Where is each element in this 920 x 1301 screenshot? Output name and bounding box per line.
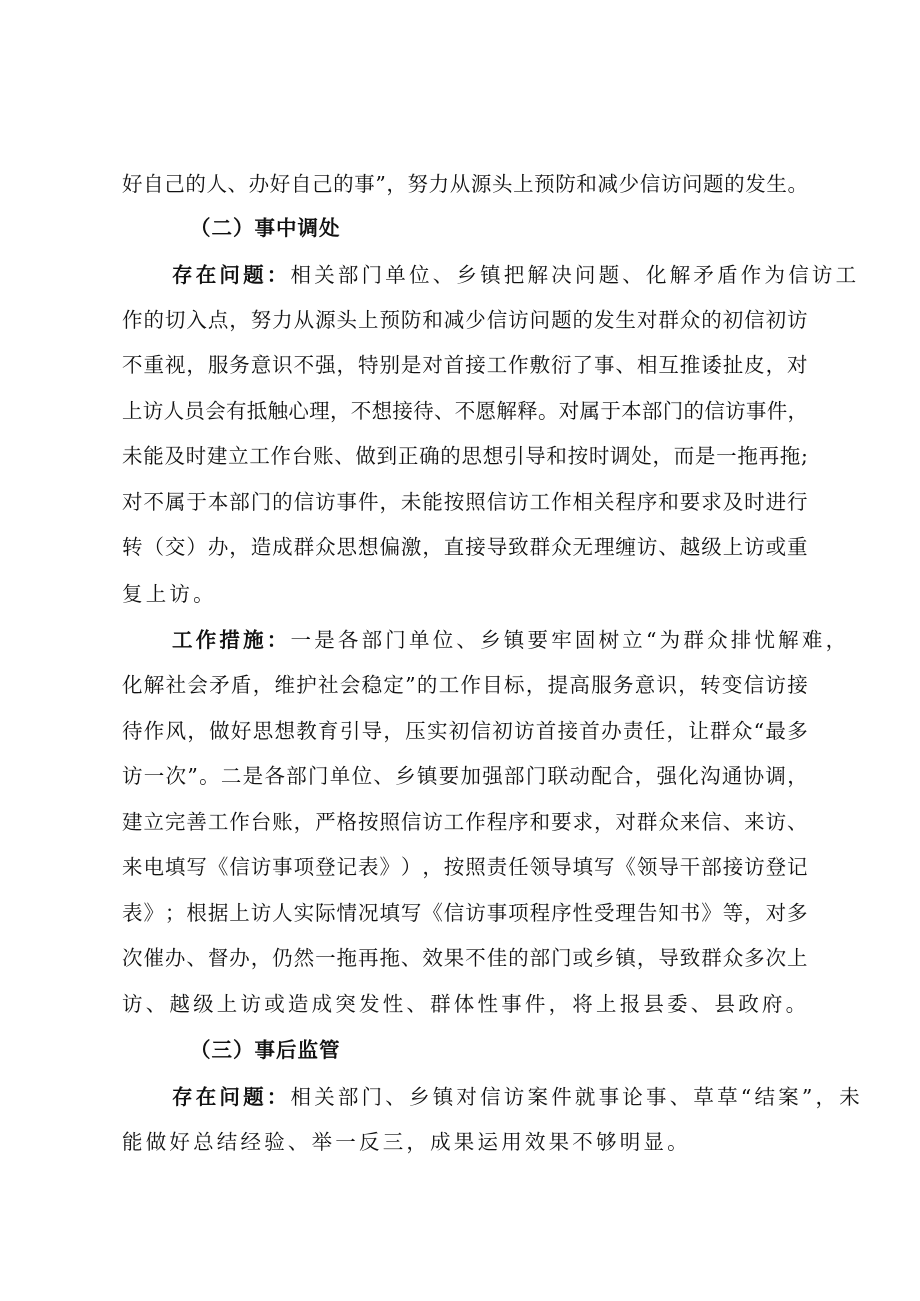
paragraph-line bbox=[172, 263, 860, 287]
paragraph-line: 复上访。 bbox=[122, 582, 217, 606]
paragraph-label: 工作措施： bbox=[172, 628, 291, 652]
paragraph-line: 表 》 ； 根 据 上 访 人 实 际 情 况 填 写 《 信 访 事 项 程 序 性 受 理 告 知 书 》 等 ， 对 多 bbox=[122, 901, 808, 925]
paragraph-text: 一是各部门单位、乡镇要牢固树立“为群众排忧解难， bbox=[290, 628, 850, 652]
paragraph-line: 作 的 切 入 点 ， 努 力 从 源 头 上 预 防 和 减 少 信 访 问 题 的 发 生 对 群 众 的 初 信 初 访 bbox=[122, 308, 808, 332]
paragraph-line: 不 重 视 ， 服 务 意 识 不 强 ， 特 别 是 对 首 接 工 作 敷 衍 了 事 、 相 互 推 诿 扯 皮 ， 对 bbox=[122, 353, 808, 377]
section-heading: （三）事后监管 bbox=[190, 1038, 341, 1062]
section-heading: （二）事中调处 bbox=[190, 216, 341, 240]
paragraph-line: 访、越级上访或造成突发性、群体性事件，将上报县委、县政府。 bbox=[122, 992, 810, 1016]
paragraph-line: 次 催 办 、 督 办 ， 仍 然 一 拖 再 拖 、 效 果 不 佳 的 部 门 或 乡 镇 ， 导 致 群 众 多 次 上 bbox=[122, 946, 808, 970]
paragraph-line: 访 一 次 ” 。 二 是 各 部 门 单 位 、 乡 镇 要 加 强 部 门 联 动 配 合 ， 强 化 沟 通 协 调 ， bbox=[122, 764, 808, 788]
paragraph-text: 相关部门单位、乡镇把解决问题、化解矛盾作为信访工 bbox=[290, 263, 860, 287]
paragraph-line: 能做好总结经验、举一反三，成果运用效果不够明显。 bbox=[122, 1130, 691, 1154]
paragraph-line: 化 解 社 会 矛 盾 ， 维 护 社 会 稳 定 ” 的 工 作 目 标 ， 提 高 服 务 意 识 ， 转 变 信 访 接 bbox=[122, 673, 808, 697]
paragraph-label: 存在问题： bbox=[172, 1085, 291, 1109]
paragraph-line: 未 能 及 时 建 立 工 作 台 账 、 做 到 正 确 的 思 想 引 导 和 按 时 调 处 ， 而 是 一 拖 再 拖 ; bbox=[122, 444, 808, 468]
paragraph-line: 上 访 人 员 会 有 抵 触 心 理 ， 不 想 接 待 、 不 愿 解 释 。 对 属 于 本 部 门 的 信 访 事 件 ， bbox=[122, 399, 808, 423]
paragraph-line: 建 立 完 善 工 作 台 账 ， 严 格 按 照 信 访 工 作 程 序 和 要 求 ， 对 群 众 来 信 、 来 访 、 bbox=[122, 810, 808, 834]
paragraph-line: 好 自 己 的 人 、 办 好 自 己 的 事 ” ， 努 力 从 源 头 上 预 防 和 减 少 信 访 问 题 的 发 生 。 bbox=[122, 172, 808, 196]
paragraph-line: 对 不 属 于 本 部 门 的 信 访 事 件 ， 未 能 按 照 信 访 工 作 相 关 程 序 和 要 求 及 时 进 行 bbox=[122, 490, 808, 514]
paragraph-line bbox=[172, 628, 850, 652]
paragraph-line: 来 电 填 写 《 信 访 事 项 登 记 表 》 ） ， 按 照 责 任 领 导 填 写 《 领 导 干 部 接 访 登 记 bbox=[122, 855, 808, 879]
paragraph-line: 待 作 风 ， 做 好 思 想 教 育 引 导 ， 压 实 初 信 初 访 首 接 首 办 责 任 ， 让 群 众 “ 最 多 bbox=[122, 719, 808, 743]
paragraph-line bbox=[172, 1085, 863, 1109]
paragraph-label: 存在问题： bbox=[172, 263, 291, 287]
paragraph-line: 转 （ 交 ） 办 ， 造 成 群 众 思 想 偏 激 ， 直 接 导 致 群 众 无 理 缠 访 、 越 级 上 访 或 重 bbox=[122, 535, 808, 559]
paragraph-text: 相关部门、乡镇对信访案件就事论事、草草“结案”，未 bbox=[290, 1085, 863, 1109]
